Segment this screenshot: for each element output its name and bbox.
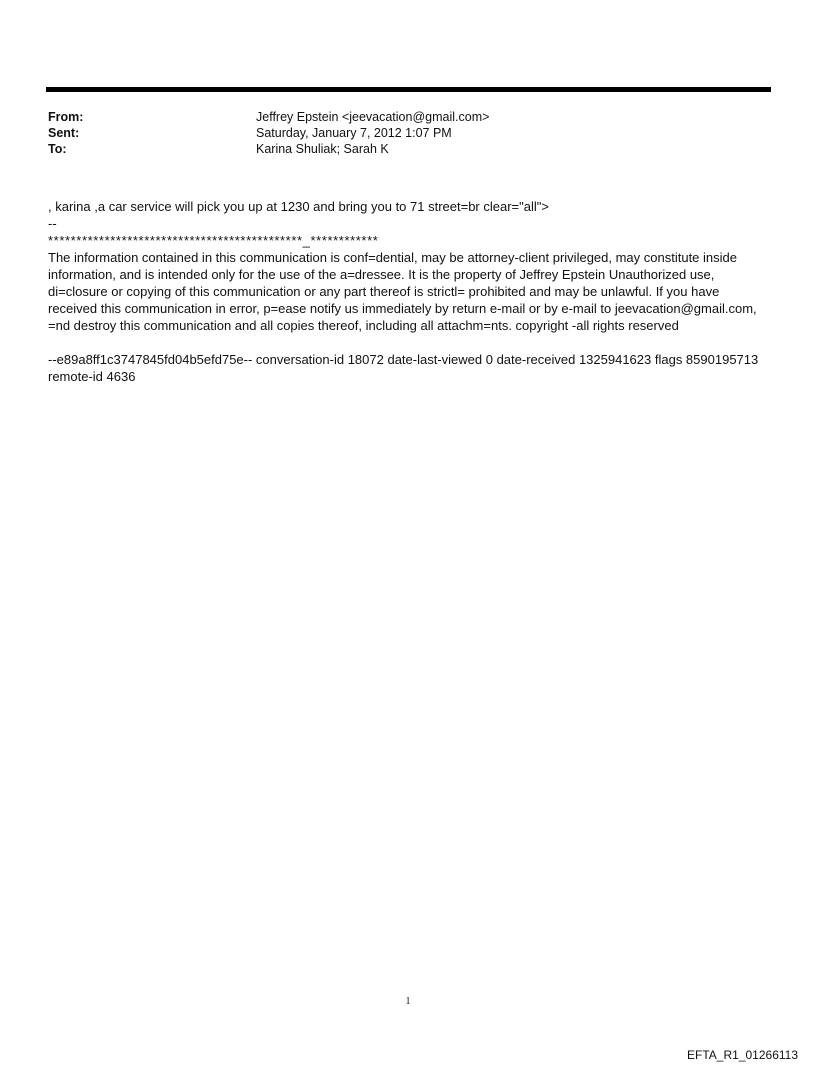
stars-divider: *********************************************_************ (48, 233, 379, 248)
sent-label: Sent: (48, 126, 80, 140)
sent-row (48, 125, 768, 141)
from-value: Jeffrey Epstein <jeevacation@gmail.com> (256, 110, 490, 124)
sent-value: Saturday, January 7, 2012 1:07 PM (256, 126, 452, 140)
from-label: From: (48, 110, 84, 124)
signature-separator: -- (48, 216, 57, 231)
message-line: , karina ,a car service will pick you up at 1230 and bring you to 71 street=br clear="all"> (48, 199, 549, 214)
header-divider (46, 87, 771, 92)
disclaimer-text: The information contained in this communication is conf=dential, may be attorney-client privileged, may constitute inside information, and is intended only for the use of the a=dressee. It is the property of Jeffrey Epstein Unauthorized use, di=closure or copying of this communication or any part thereof is strictl= prohibited and may be unlawful. If you have received this communication in error, p=ease notify us immediately by return e-mail or by e-mail to jeevacation@gmail.com, =nd destroy this communication and all copies thereof, including all attachm=nts. copyright -all rights reserved (48, 250, 757, 333)
document-id: EFTA_R1_01266113 (687, 1048, 798, 1062)
email-body (48, 198, 770, 385)
to-value: Karina Shuliak; Sarah K (256, 142, 389, 156)
page-number: 1 (405, 996, 411, 1007)
from-row (48, 109, 768, 125)
to-label: To: (48, 142, 67, 156)
to-row (48, 141, 768, 157)
email-header (48, 109, 768, 157)
metadata-text: --e89a8ff1c3747845fd04b5efd75e-- conversation-id 18072 date-last-viewed 0 date-received 1325941623 flags 8590195713 remote-id 4636 (48, 352, 759, 384)
paragraph-spacer (48, 334, 770, 351)
